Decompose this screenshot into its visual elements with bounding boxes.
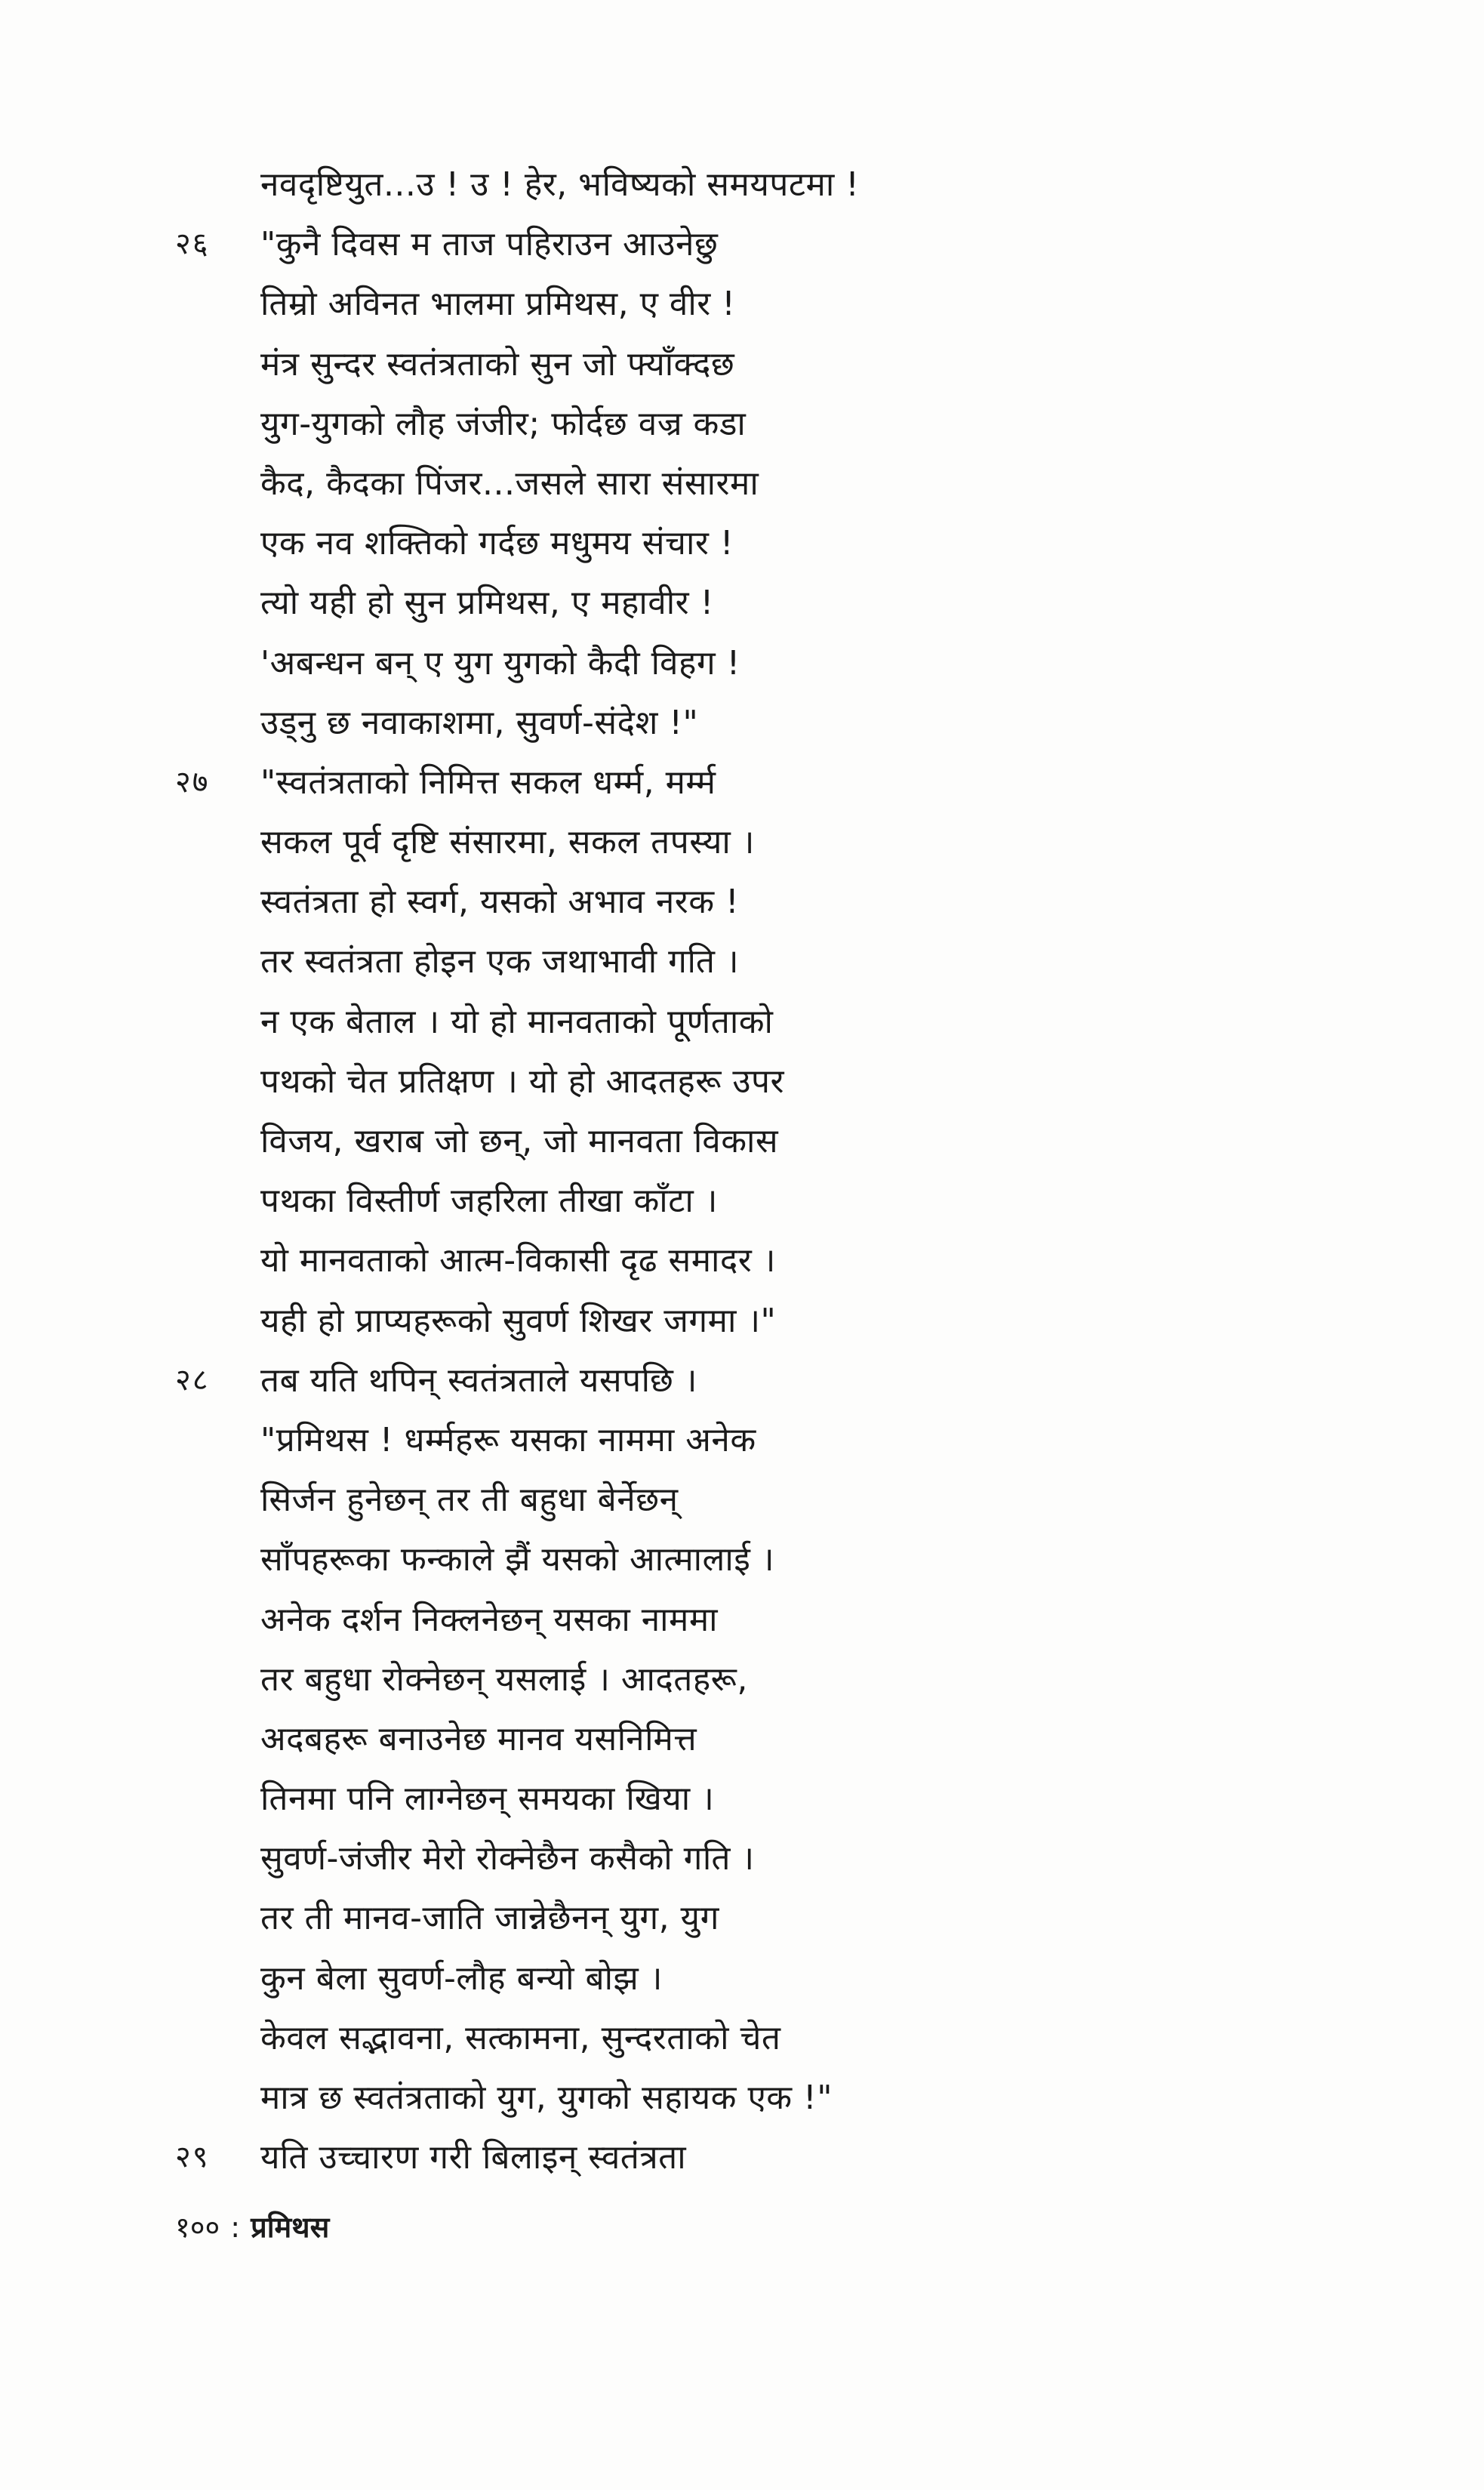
verse-text: नवदृष्टियुत...उ ! उ ! हेर, भविष्यको समयपटमा ! [260, 165, 860, 204]
verse-text: अनेक दर्शन निक्लनेछन् यसका नाममा [260, 1600, 719, 1639]
verse-text: तिम्रो अविनत भालमा प्रमिथस, ए वीर ! [260, 285, 736, 324]
poem-line [0, 274, 1484, 334]
poem-line [0, 1590, 1484, 1650]
poem-line [0, 693, 1484, 753]
page-footer [175, 2205, 329, 2250]
poem-line [0, 1171, 1484, 1231]
verse-text: "प्रमिथस ! धर्म्महरू यसका नाममा अनेक [260, 1420, 756, 1459]
verse-text: मंत्र सुन्दर स्वतंत्रताको सुन जो फ्याँक्दछ [260, 344, 735, 384]
poem-line [0, 812, 1484, 872]
verse-text: कैद, कैदका पिंजर...जसले सारा संसारमा [260, 464, 759, 503]
verse-text: मात्र छ स्वतंत्रताको युग, युगको सहायक एक !" [260, 2079, 833, 2117]
poem-line [0, 1410, 1484, 1470]
verse-text: यही हो प्राप्यहरूको सुवर्ण शिखर जगमा ।" [260, 1301, 777, 1340]
page-number: १०० [175, 2211, 220, 2244]
poem-line [0, 1530, 1484, 1589]
verse-number: २९ [175, 2140, 210, 2175]
poem-line [0, 1650, 1484, 1709]
verse-text: "स्वतंत्रताको निमित्त सकल धर्म्म, मर्म्म [260, 763, 716, 802]
book-title: प्रमिथस [251, 2211, 330, 2244]
poem-line [0, 1111, 1484, 1171]
verse-text: सकल पूर्व दृष्टि संसारमा, सकल तपस्या । [260, 823, 755, 862]
poem-body [0, 155, 1484, 2187]
poem-line [0, 1949, 1484, 2008]
verse-text: यो मानवताको आत्म-विकासी दृढ समादर । [260, 1241, 776, 1280]
verse-text: तब यति थपिन् स्वतंत्रताले यसपछि । [260, 1361, 697, 1400]
poem-line [0, 1829, 1484, 1888]
footer-separator: : [230, 2211, 241, 2244]
verse-text: अदबहरू बनाउनेछ मानव यसनिमित्त [260, 1719, 697, 1758]
verse-text: "कुनै दिवस म ताज पहिराउन आउनेछु [260, 225, 719, 264]
poem-line [0, 513, 1484, 573]
poem-line [0, 1291, 1484, 1351]
poem-line [0, 394, 1484, 454]
verse-text: कुन बेला सुवर्ण-लौह बन्यो बोझ । [260, 1958, 663, 1998]
poem-line [0, 1231, 1484, 1290]
poem-line [0, 214, 1484, 274]
poem-line [0, 872, 1484, 932]
poem-line [0, 992, 1484, 1052]
poem-line [0, 1351, 1484, 1410]
poem-line [0, 633, 1484, 693]
verse-text: 'अबन्धन बन् ए युग युगको कैदी विहग ! [260, 643, 740, 683]
poem-line [0, 2068, 1484, 2128]
poem-line [0, 2008, 1484, 2068]
poem-line [0, 573, 1484, 633]
poem-line [0, 1888, 1484, 1948]
poem-line [0, 932, 1484, 991]
verse-number: २८ [175, 1362, 210, 1398]
verse-number: २६ [175, 227, 210, 262]
verse-text: त्यो यही हो सुन प्रमिथस, ए महावीर ! [260, 584, 714, 623]
poem-line [0, 1709, 1484, 1769]
poem-line [0, 1052, 1484, 1111]
poem-line [0, 1470, 1484, 1530]
poem-line [0, 454, 1484, 513]
poem-line [0, 1769, 1484, 1829]
verse-text: स्वतंत्रता हो स्वर्ग, यसको अभाव नरक ! [260, 883, 740, 922]
poem-line [0, 2128, 1484, 2187]
verse-text: विजय, खराब जो छन्, जो मानवता विकास [260, 1122, 779, 1160]
verse-number: २७ [175, 764, 210, 800]
verse-text: तर बहुधा रोक्नेछन् यसलाई । आदतहरू, [260, 1659, 748, 1699]
verse-text: युग-युगको लौह जंजीर; फोर्दछ वज्र कडा [260, 404, 747, 443]
verse-text: सुवर्ण-जंजीर मेरो रोक्नेछैन कसैको गति । [260, 1839, 755, 1878]
poem-line [0, 334, 1484, 394]
verse-text: पथका विस्तीर्ण जहरिला तीखा काँटा । [260, 1182, 718, 1221]
verse-text: पथको चेत प्रतिक्षण । यो हो आदतहरू उपर [260, 1062, 785, 1101]
verse-text: यति उच्चारण गरी बिलाइन् स्वतंत्रता [260, 2138, 687, 2177]
verse-text: एक नव शक्तिको गर्दछ मधुमय संचार ! [260, 524, 734, 563]
verse-text: सिर्जन हुनेछन् तर ती बहुधा बेर्नेछन् [260, 1481, 679, 1520]
poem-line [0, 155, 1484, 214]
verse-text: तर ती मानव-जाति जान्नेछैनन् युग, युग [260, 1899, 719, 1938]
verse-text: तर स्वतंत्रता होइन एक जथाभावी गति । [260, 942, 740, 982]
verse-text: तिनमा पनि लाग्नेछन् समयका खिया । [260, 1780, 715, 1819]
verse-text: केवल सद्भावना, सत्कामना, सुन्दरताको चेत [260, 2018, 781, 2057]
poem-line [0, 753, 1484, 812]
verse-text: साँपहरूका फन्काले झैं यसको आत्मालाई । [260, 1540, 775, 1579]
verse-text: उड्नु छ नवाकाशमा, सुवर्ण-संदेश !" [260, 703, 699, 742]
verse-text: न एक बेताल । यो हो मानवताको पूर्णताको [260, 1002, 774, 1041]
